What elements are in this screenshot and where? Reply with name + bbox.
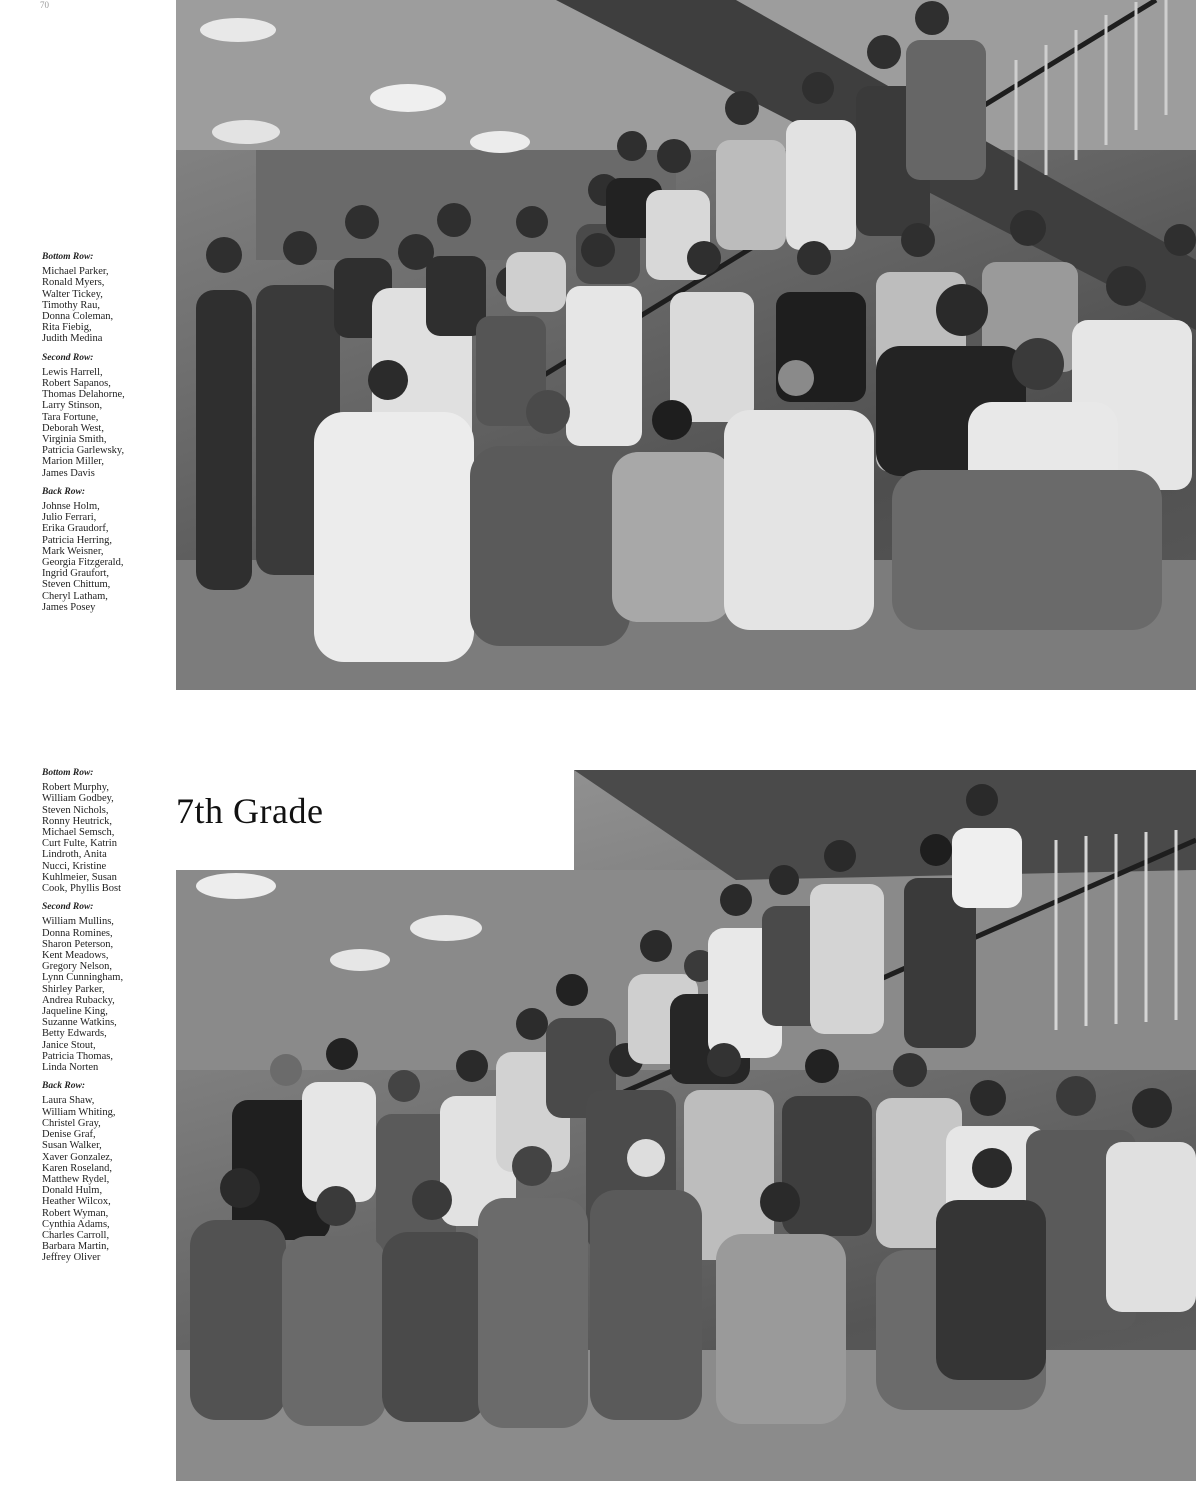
caption-name: William Mullins,	[42, 916, 114, 928]
caption-name: William Godbey,	[42, 793, 114, 805]
grade-title: 7th Grade	[176, 791, 324, 831]
caption-name: Donald Hulm,	[42, 1185, 103, 1197]
caption-name: Betty Edwards,	[42, 1028, 107, 1040]
caption-name: Michael Parker,	[42, 266, 109, 278]
caption-name: Erika Graudorf,	[42, 523, 109, 535]
top-photo-caption	[42, 252, 160, 613]
caption-name: James Posey	[42, 601, 96, 613]
caption-name: Ronald Myers,	[42, 277, 105, 289]
caption-name: Deborah West,	[42, 422, 104, 434]
bottom-row-names	[42, 266, 160, 344]
caption-name: Mark Weisner,	[42, 545, 104, 557]
caption-name: Lindroth, Anita	[42, 849, 107, 861]
caption-name: Lewis Harrell,	[42, 366, 103, 378]
caption-name: James Davis	[42, 467, 95, 479]
caption-name: Gregory Nelson,	[42, 961, 112, 973]
second-row-heading: Second Row:	[42, 902, 94, 913]
caption-name: Donna Romines,	[42, 927, 113, 939]
bottom-row-heading: Bottom Row:	[42, 768, 94, 778]
caption-name: Jeffrey Oliver	[42, 1252, 101, 1264]
caption-name: Tara Fortune,	[42, 411, 99, 423]
caption-name: Susan Walker,	[42, 1140, 102, 1152]
caption-name: Barbara Martin,	[42, 1241, 110, 1253]
class-photo-bottom-illustration	[176, 770, 1196, 1481]
caption-name: Patricia Thomas,	[42, 1050, 113, 1062]
caption-name: Kuhlmeier, Susan	[42, 871, 117, 883]
caption-name: Larry Stinson,	[42, 400, 103, 412]
back-row-heading: Back Row:	[42, 486, 86, 497]
page-number: 70	[40, 0, 49, 10]
caption-name: Curt Fulte, Katrin	[42, 838, 117, 850]
caption-name: Michael Semsch,	[42, 827, 115, 839]
caption-name: Lynn Cunningham,	[42, 972, 124, 984]
caption-name: William Whiting,	[42, 1106, 116, 1118]
caption-name: Linda Norten	[42, 1062, 99, 1074]
caption-name: Kent Meadows,	[42, 950, 109, 962]
class-photo-bottom	[176, 770, 1196, 1481]
caption-name: Andrea Rubacky,	[42, 994, 115, 1006]
bottom-row-heading: Bottom Row:	[42, 252, 94, 262]
caption-name: Robert Wyman,	[42, 1207, 109, 1219]
back-row-names	[42, 1095, 160, 1263]
caption-name: Sharon Peterson,	[42, 938, 114, 950]
caption-name: Christel Gray,	[42, 1117, 101, 1129]
caption-name: Matthew Rydel,	[42, 1173, 110, 1185]
caption-name: Julio Ferrari,	[42, 512, 97, 524]
caption-name: Cynthia Adams,	[42, 1218, 110, 1230]
caption-name: Karen Roseland,	[42, 1162, 112, 1174]
caption-name: Timothy Rau,	[42, 299, 100, 311]
class-photo-top-illustration	[176, 0, 1196, 690]
caption-name: Jaqueline King,	[42, 1006, 108, 1018]
caption-name: Thomas Delahorne,	[42, 389, 125, 401]
caption-name: Patricia Garlewsky,	[42, 445, 125, 457]
caption-name: Nucci, Kristine	[42, 860, 107, 872]
second-row-names	[42, 367, 160, 479]
caption-name: Johnse Holm,	[42, 501, 100, 513]
bottom-row-names	[42, 782, 160, 894]
caption-name: Shirley Parker,	[42, 983, 105, 995]
caption-name: Patricia Herring,	[42, 534, 112, 546]
caption-name: Laura Shaw,	[42, 1095, 95, 1107]
class-photo-top	[176, 0, 1196, 690]
caption-name: Heather Wilcox,	[42, 1196, 111, 1208]
caption-name: Janice Stout,	[42, 1039, 96, 1051]
caption-name: Ingrid Graufort,	[42, 568, 110, 580]
caption-name: Robert Sapanos,	[42, 378, 111, 390]
caption-name: Cheryl Latham,	[42, 590, 108, 602]
caption-name: Virginia Smith,	[42, 434, 107, 446]
caption-name: Ronny Heutrick,	[42, 815, 112, 827]
caption-name: Robert Murphy,	[42, 782, 109, 794]
caption-name: Charles Carroll,	[42, 1229, 110, 1241]
caption-name: Denise Graf,	[42, 1129, 96, 1141]
bottom-photo-caption	[42, 768, 160, 1264]
caption-name: Steven Nichols,	[42, 804, 109, 816]
caption-name: Xaver Gonzalez,	[42, 1151, 113, 1163]
caption-name: Steven Chittum,	[42, 579, 111, 591]
back-row-heading: Back Row:	[42, 1081, 86, 1092]
back-row-names	[42, 501, 160, 613]
caption-name: Georgia Fitzgerald,	[42, 557, 124, 569]
caption-name: Donna Coleman,	[42, 311, 114, 323]
caption-name: Walter Tickey,	[42, 288, 103, 300]
caption-name: Marion Miller,	[42, 456, 104, 468]
caption-name: Rita Fiebig,	[42, 322, 92, 334]
second-row-heading: Second Row:	[42, 352, 94, 363]
caption-name: Cook, Phyllis Bost	[42, 883, 122, 895]
caption-name: Judith Medina	[42, 333, 103, 345]
second-row-names	[42, 916, 160, 1073]
caption-name: Suzanne Watkins,	[42, 1017, 117, 1029]
